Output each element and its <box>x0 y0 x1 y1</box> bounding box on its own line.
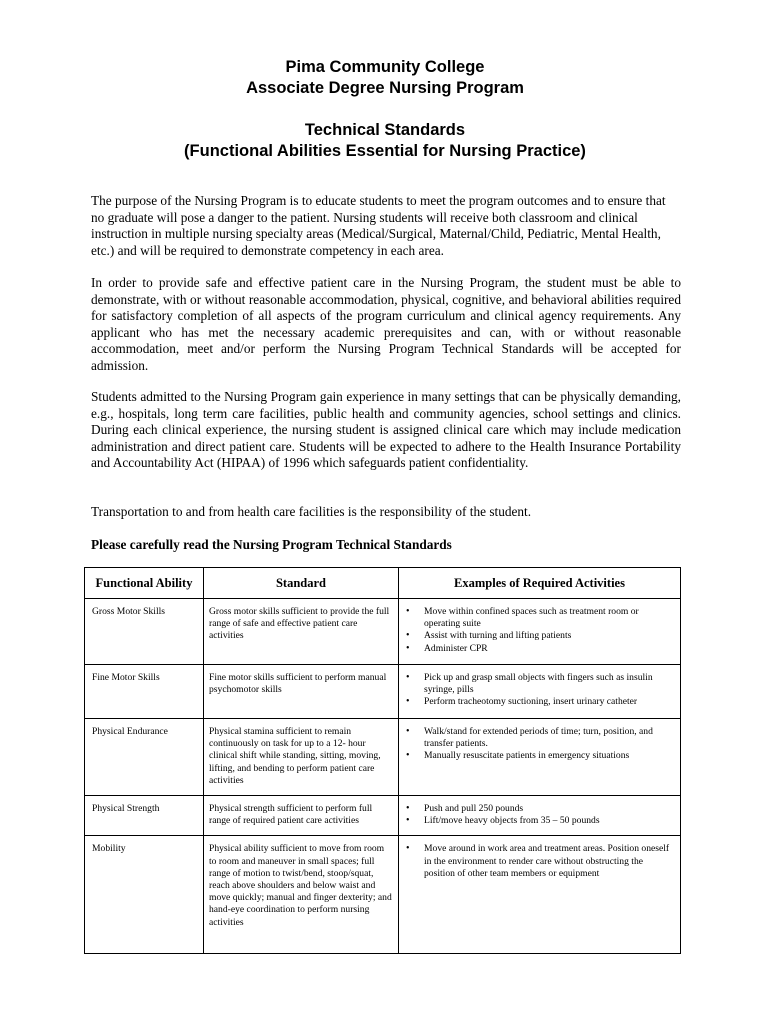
purpose-paragraph: The purpose of the Nursing Program is to educate students to meet the program outcomes and to ensure that no graduate will pose a danger to the patient. Nursing students will receive both classroom and clinical instruction in multiple nursing specialty areas (Medical/Surgical, Maternal/Child, Pediatric, Mental Health, etc.) and will be required to demonstrate competency in each area. <box>91 193 666 258</box>
list-item: • Move within confined spaces such as treatment room or operating suite <box>404 606 675 630</box>
standard-cell: Physical ability sufficient to move from room to room and maneuver in small spaces; full range of motion to twist/bend, stoop/squat, reach above shoulders and below waist and move quickly; manual and finger dexterity; and hand-eye coordination to perform nursing activities <box>204 836 399 954</box>
clinical-settings-paragraph: Students admitted to the Nursing Program gain experience in many settings that can be physically demanding, e.g., hospitals, long term care facilities, public health and community agencies, school settings and clinics. During each clinical experience, the nursing student is assigned clinical care which may include medication administration and direct patient care. Students will be expected to adhere to the Health Insurance Portability and Accountability Act (HIPAA) of 1996 which safeguards patient confidentiality. <box>91 389 681 470</box>
examples-cell <box>399 836 681 954</box>
list-item: • Perform tracheotomy suctioning, insert urinary catheter <box>404 696 675 708</box>
list-item: • Push and pull 250 pounds <box>404 803 675 815</box>
list-item: • Walk/stand for extended periods of time; turn, position, and transfer patients. <box>404 726 675 750</box>
ability-cell: Fine Motor Skills <box>85 665 204 719</box>
table-row <box>85 599 681 665</box>
ability-cell: Physical Strength <box>85 796 204 836</box>
examples-cell <box>399 796 681 836</box>
ability-cell: Physical Endurance <box>85 719 204 796</box>
list-item: • Assist with turning and lifting patients <box>404 630 675 642</box>
examples-cell <box>399 599 681 665</box>
table-row <box>85 796 681 836</box>
college-name: Pima Community College <box>285 58 485 76</box>
list-item: • Lift/move heavy objects from 35 – 50 pounds <box>404 815 675 827</box>
requirements-paragraph: In order to provide safe and effective patient care in the Nursing Program, the student must be able to demonstrate, with or without reasonable accommodation, physical, cognitive, and behavioral abilities required for satisfactory completion of all aspects of the program curriculum and clinical agency requirements. Any applicant who has met the necessary academic prerequisites and can, with or without reasonable accommodation, meet and/or perform the Nursing Program Technical Standards will be accepted for admission. <box>91 275 681 373</box>
transportation-paragraph: Transportation to and from health care facilities is the responsibility of the student. <box>91 504 532 519</box>
examples-cell <box>399 665 681 719</box>
table-row <box>85 665 681 719</box>
document-subtitle: (Functional Abilities Essential for Nursing Practice) <box>184 142 586 160</box>
examples-cell <box>399 719 681 796</box>
ability-cell: Mobility <box>85 836 204 954</box>
list-item: • Manually resuscitate patients in emergency situations <box>404 750 675 762</box>
standard-cell: Gross motor skills sufficient to provide the full range of safe and effective patient care activities <box>204 599 399 665</box>
table-row <box>85 836 681 954</box>
program-name: Associate Degree Nursing Program <box>246 79 524 97</box>
list-item: • Pick up and grasp small objects with fingers such as insulin syringe, pills <box>404 672 675 696</box>
header-examples: Examples of Required Activities <box>399 568 681 599</box>
list-item: • Administer CPR <box>404 643 675 655</box>
document-title: Technical Standards <box>304 121 466 139</box>
standard-cell: Physical strength sufficient to perform full range of required patient care activities <box>204 796 399 836</box>
table-header-row <box>85 568 681 599</box>
standard-cell: Physical stamina sufficient to remain continuously on task for up to a 12- hour clinical shift while standing, sitting, moving, lifting, and bending to perform patient care activities <box>204 719 399 796</box>
instruction-heading: Please carefully read the Nursing Program Technical Standards <box>91 537 452 552</box>
header-functional-ability: Functional Ability <box>85 568 204 599</box>
table-row <box>85 719 681 796</box>
standard-cell: Fine motor skills sufficient to perform manual psychomotor skills <box>204 665 399 719</box>
header-standard: Standard <box>204 568 399 599</box>
ability-cell: Gross Motor Skills <box>85 599 204 665</box>
technical-standards-table <box>84 567 681 954</box>
list-item: • Move around in work area and treatment areas. Position oneself in the environment to render care without obstructing the position of other team members or equipment <box>404 843 675 880</box>
